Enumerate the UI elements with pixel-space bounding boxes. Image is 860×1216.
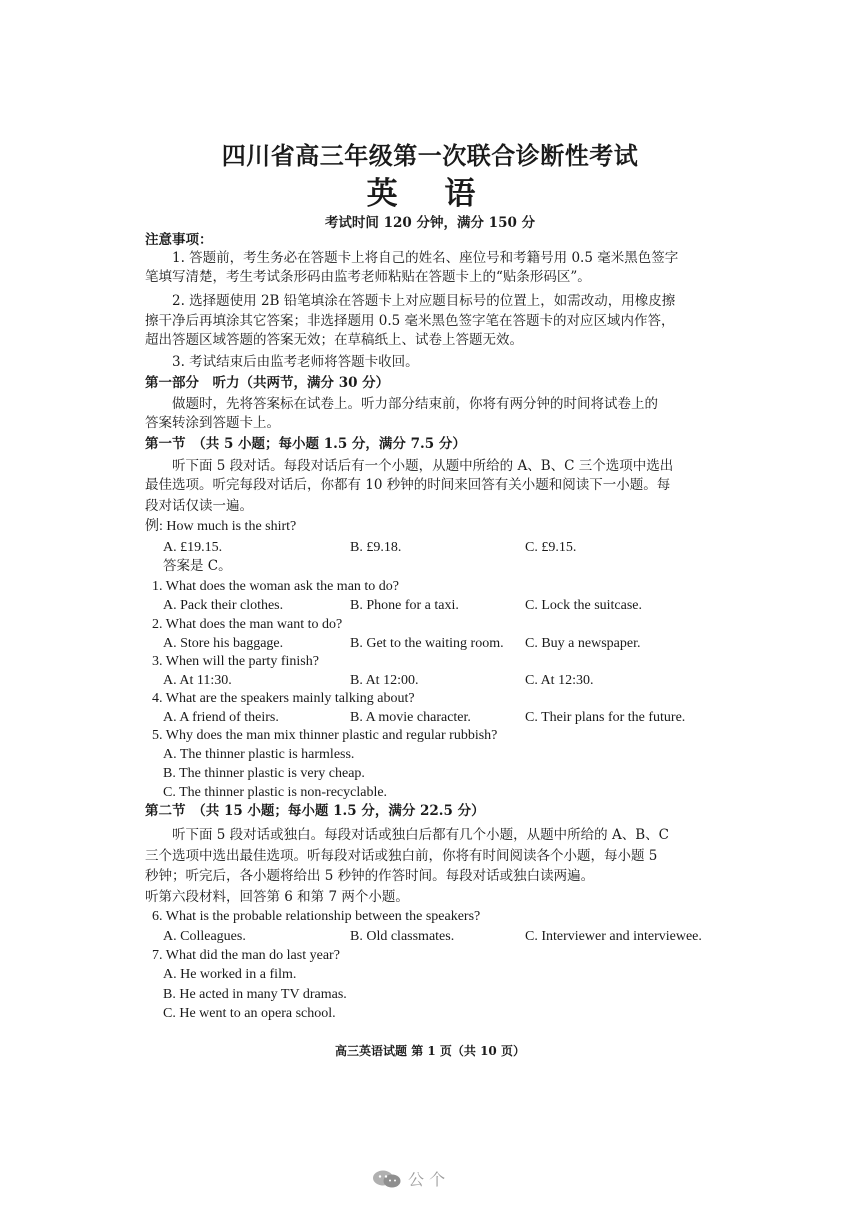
option-b: B. Old classmates. [350, 929, 455, 944]
notes-line: 笔填写清楚，考生考试条形码由监考老师粘贴在答题卡上的“贴条形码区”。 [145, 269, 591, 285]
part1-intro: 答案转涂到答题卡上。 [145, 415, 280, 431]
section1-intro: 段对话仅读一遍。 [145, 498, 253, 514]
section1-intro: 听下面 5 段对话。每段对话后有一个小题，从题中所给的 A、B、C 三个选项中选出 [172, 458, 674, 474]
notes-line: 3. 考试结束后由监考老师将答题卡收回。 [172, 354, 419, 370]
option-a: A. A friend of theirs. [163, 710, 279, 725]
option-a: A. The thinner plastic is harmless. [163, 747, 355, 762]
question-7: 7. What did the man do last year? [152, 948, 340, 963]
option-b: B. Get to the waiting room. [350, 636, 504, 651]
option-c: C. Buy a newspaper. [525, 636, 641, 651]
option-a: A. Pack their clothes. [163, 598, 284, 613]
option-b: B. At 12:00. [350, 673, 419, 688]
option-c: C. He went to an opera school. [163, 1006, 336, 1021]
option-c: C. Lock the suitcase. [525, 598, 643, 613]
part1-heading: 第一部分 听力（共两节，满分 30 分） [145, 375, 390, 391]
section1-intro: 最佳选项。听完每段对话后，你都有 10 秒钟的时间来回答有关小题和阅读下一小题。每 [145, 477, 671, 493]
section2-intro: 三个选项中选出最佳选项。听每段对话或独白前，你将有时间阅读各个小题，每小题 5 [145, 848, 658, 864]
example-answer: 答案是 C。 [163, 558, 232, 574]
page-footer: 高三英语试题 第 1 页（共 10 页） [335, 1044, 525, 1058]
option-a: A. Store his baggage. [163, 636, 284, 651]
option-b: B. A movie character. [350, 710, 471, 725]
exam-title: 四川省高三年级第一次联合诊断性考试 [221, 142, 639, 170]
notes-heading: 注意事项： [145, 232, 213, 248]
notes-line: 擦干净后再填涂其它答案；非选择题用 0.5 毫米黑色签字笔在答题卡的对应区域内作答， [145, 313, 675, 329]
option-a: A. Colleagues. [163, 929, 246, 944]
subject-heading: 英 语 [366, 176, 494, 212]
watermark-text: 公 个 [408, 1170, 446, 1189]
question-2: 2. What does the man want to do? [152, 617, 343, 632]
option-a: A. He worked in a film. [163, 967, 297, 982]
question-4: 4. What are the speakers mainly talking about? [152, 691, 415, 706]
question-5: 5. Why does the man mix thinner plastic and regular rubbish? [152, 728, 498, 743]
option-b: B. Phone for a taxi. [350, 598, 459, 613]
option-b: B. He acted in many TV dramas. [163, 987, 347, 1002]
option-a: A. At 11:30. [163, 673, 232, 688]
example-question: 例: How much is the shirt? [145, 519, 297, 534]
notes-line: 1. 答题前，考生务必在答题卡上将自己的姓名、座位号和考籍号用 0.5 毫米黑色签字 [172, 250, 679, 266]
option-c: C. Their plans for the future. [525, 710, 686, 725]
option-b: B. £9.18. [350, 540, 402, 555]
option-c: C. At 12:30. [525, 673, 594, 688]
section2-intro: 秒钟；听完后，各小题将给出 5 秒钟的作答时间。每段对话或独白读两遍。 [145, 868, 595, 884]
question-6: 6. What is the probable relationship between the speakers? [152, 909, 481, 924]
question-3: 3. When will the party finish? [152, 654, 319, 669]
notes-line: 2. 选择题使用 2B 铅笔填涂在答题卡上对应题目标号的位置上，如需改动，用橡皮擦 [172, 293, 676, 309]
option-b: B. The thinner plastic is very cheap. [163, 766, 365, 781]
wechat-icon [372, 1170, 402, 1188]
watermark [372, 1167, 445, 1190]
option-c: C. Interviewer and interviewee. [525, 929, 702, 944]
notes-line: 超出答题区域答题的答案无效；在草稿纸上、试卷上答题无效。 [145, 332, 523, 348]
section1-heading: 第一节 （共 5 小题；每小题 1.5 分，满分 7.5 分） [145, 436, 466, 452]
section2-intro: 听下面 5 段对话或独白。每段对话或独白后都有几个小题，从题中所给的 A、B、C [172, 827, 669, 843]
option-c: C. The thinner plastic is non-recyclable. [163, 785, 388, 800]
option-c: C. £9.15. [525, 540, 577, 555]
part1-intro: 做题时，先将答案标在试卷上。听力部分结束前，你将有两分钟的时间将试卷上的 [172, 396, 658, 412]
exam-info: 考试时间 120 分钟，满分 150 分 [324, 215, 536, 231]
question-1: 1. What does the woman ask the man to do? [152, 579, 400, 594]
section2-heading: 第二节 （共 15 小题；每小题 1.5 分，满分 22.5 分） [145, 803, 485, 819]
material-note: 听第六段材料，回答第 6 和第 7 两个小题。 [145, 889, 409, 905]
option-a: A. £19.15. [163, 540, 223, 555]
